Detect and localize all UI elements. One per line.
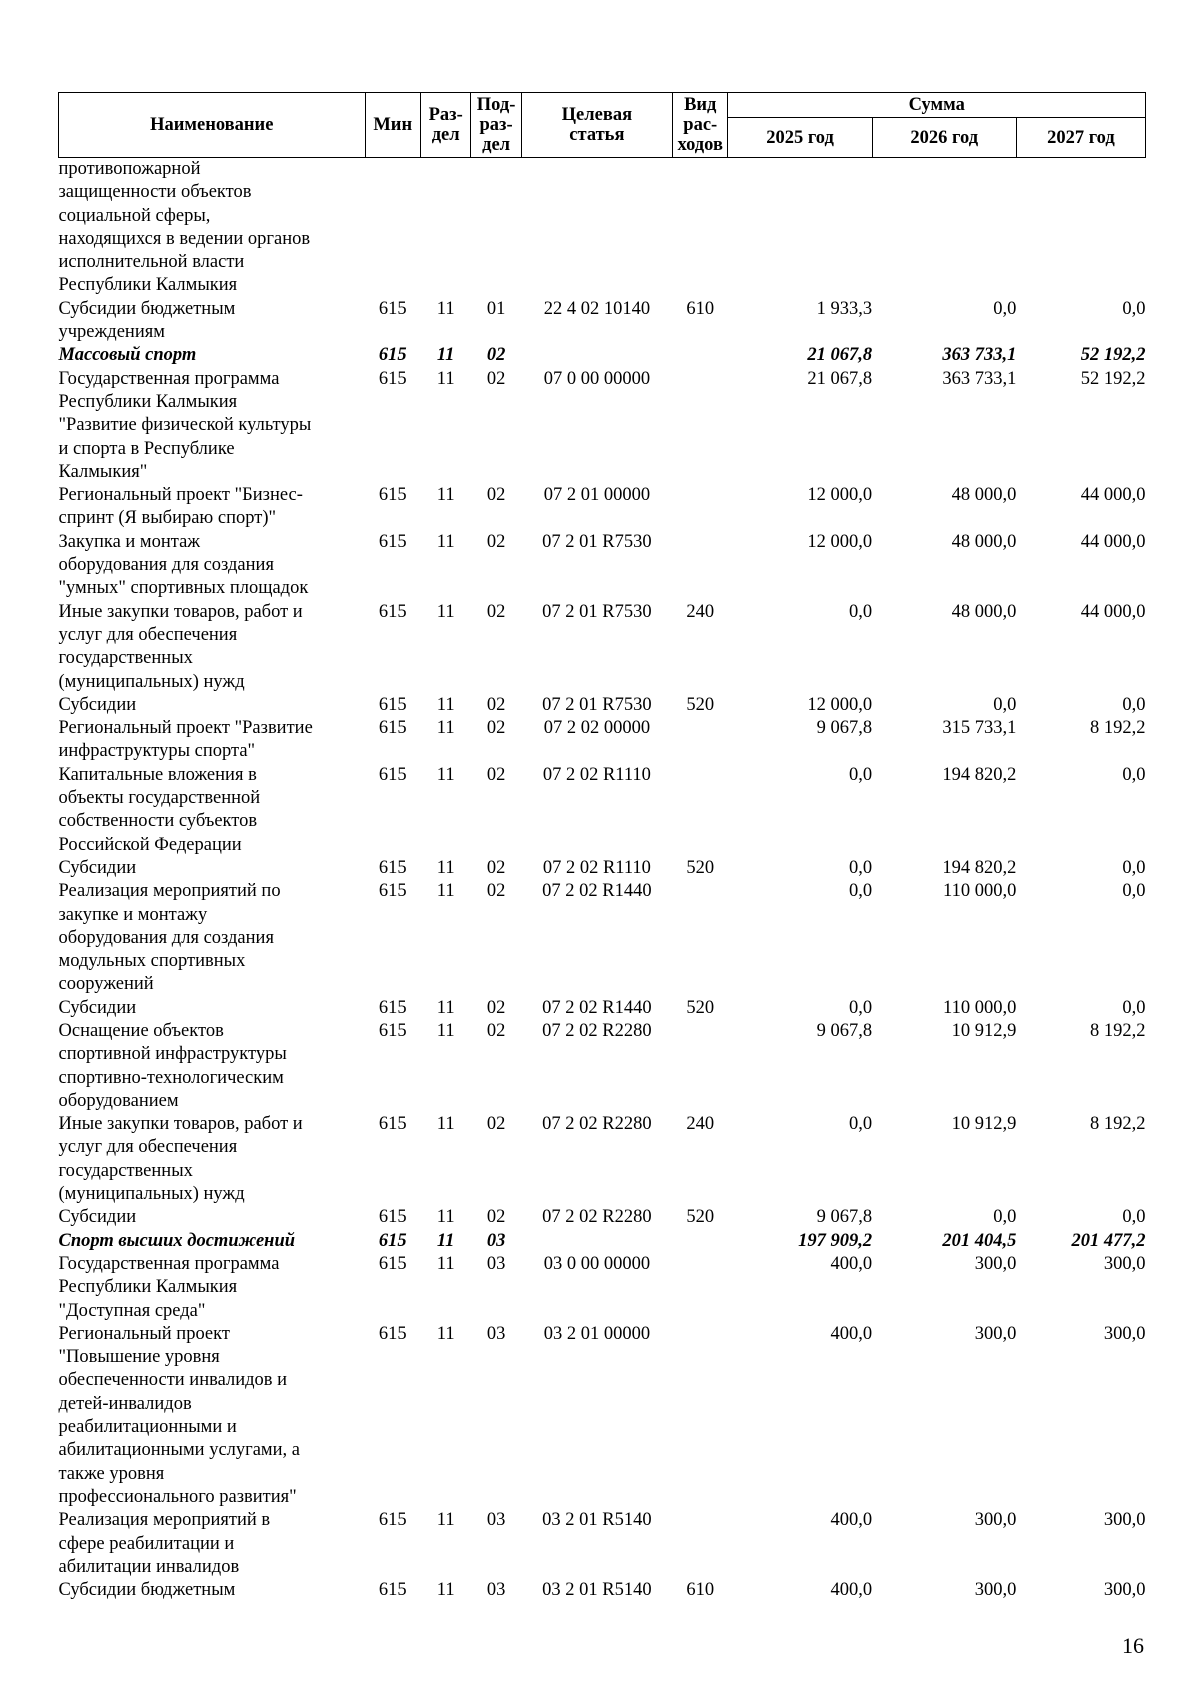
row-sum-2026: 48 000,0 [951,601,1017,622]
row-min-code: 615 [378,601,407,622]
row-min-code: 615 [378,997,407,1018]
row-target-article: 22 4 02 10140 [543,298,651,319]
row-sum-2025: 0,0 [849,857,873,878]
row-target-article: 07 2 02 00000 [543,718,651,739]
row-name: Субсидии [58,997,137,1018]
table-row [59,764,1146,857]
row-podrazdel: 02 [486,1207,506,1228]
row-razdel: 11 [436,485,455,506]
row-razdel: 11 [436,1207,455,1228]
table-row [59,1253,1146,1323]
row-min-code: 615 [378,485,407,506]
row-sum-2026: 110 000,0 [943,881,1017,902]
row-target-article: 07 2 02 R2280 [542,1114,652,1135]
row-sum-2025: 21 067,8 [807,345,873,366]
table-row [59,344,1146,367]
row-name: Субсидии бюджетным учреждениям [58,298,236,343]
row-sum-2025: 400,0 [830,1253,873,1274]
row-expense-type [673,531,728,601]
row-name: Спорт высших достижений [58,1230,296,1251]
row-sum-2027: 300,0 [1103,1253,1146,1274]
row-sum-2026: 194 820,2 [942,764,1017,785]
row-sum-2025: 400,0 [830,1580,873,1601]
row-podrazdel: 02 [486,857,506,878]
row-target-article: 03 2 01 R5140 [542,1580,652,1601]
row-sum-2025: 12 000,0 [807,694,873,715]
row-name: Закупка и монтаж оборудования для создания "умных" спортивных площадок [58,531,309,599]
row-sum-2025: 400,0 [830,1510,873,1531]
row-name: Иные закупки товаров, работ и услуг для обеспечения государственных (муниципальных) нужд [58,601,303,692]
row-razdel: 11 [436,1114,455,1135]
row-name: Субсидии бюджетным [58,1580,236,1601]
row-sum-2027: 52 192,2 [1080,345,1146,366]
header-podrazdel: Под- раз- дел [471,93,521,158]
row-sum-2025: 21 067,8 [807,368,873,389]
table-row [59,1323,1146,1509]
row-expense-type [673,1253,728,1323]
row-expense-type [673,1509,728,1579]
row-min-code: 615 [378,881,407,902]
row-min-code: 615 [378,1230,407,1251]
row-name: Субсидии [58,1207,137,1228]
header-target-article: Целевая статья [521,93,672,158]
row-min-code: 615 [378,345,407,366]
row-sum-2026: 0,0 [993,298,1017,319]
table-row [59,880,1146,996]
row-expense-type [673,368,728,484]
row-min-code: 615 [378,1207,407,1228]
row-razdel: 11 [436,601,455,622]
table-row [59,601,1146,694]
row-name: Региональный проект "Бизнес- спринт (Я выбираю спорт)" [58,485,303,529]
row-razdel: 11 [436,881,455,902]
row-target-article [521,158,672,298]
page-number: 16 [1122,1633,1144,1658]
table-row [59,694,1146,717]
header-name: Наименование [59,93,366,158]
row-min-code: 615 [378,694,407,715]
row-sum-2027: 300,0 [1103,1323,1146,1344]
row-sum-2027: 201 477,2 [1071,1230,1146,1251]
row-sum-2025: 12 000,0 [807,485,873,506]
row-sum-2026: 300,0 [974,1510,1017,1531]
table-row [59,1509,1146,1579]
table-row [59,997,1146,1020]
row-target-article: 07 2 02 R1440 [542,997,652,1018]
row-min-code: 615 [378,1253,407,1274]
row-podrazdel: 02 [486,368,506,389]
table-row [59,1113,1146,1206]
row-name: Оснащение объектов спортивной инфраструктуры спортивно-технологическим оборудованием [58,1020,287,1111]
row-sum-2026: 0,0 [993,1207,1017,1228]
row-name: Капитальные вложения в объекты государственной собственности субъектов Российской Федерации [58,764,261,855]
row-target-article: 07 2 01 R7530 [542,531,652,552]
row-sum-2025 [728,158,872,298]
row-expense-type [673,158,728,298]
row-target-article: 03 0 00 00000 [543,1253,651,1274]
row-podrazdel: 02 [486,718,506,739]
row-sum-2026: 201 404,5 [942,1230,1017,1251]
table-row [59,368,1146,484]
row-podrazdel: 03 [486,1510,506,1531]
row-sum-2027: 0,0 [1122,881,1146,902]
row-sum-2027: 0,0 [1122,857,1146,878]
row-expense-type [673,1230,728,1253]
row-sum-2027: 300,0 [1103,1510,1146,1531]
row-expense-type: 520 [686,694,715,715]
row-min-code: 615 [378,1580,407,1601]
row-target-article: 07 2 02 R1110 [542,764,651,785]
table-row [59,298,1146,345]
row-sum-2026: 363 733,1 [942,368,1017,389]
row-name: Субсидии [58,857,137,878]
row-expense-type: 610 [686,1580,715,1601]
row-target-article: 07 2 01 R7530 [542,694,652,715]
row-sum-2025: 9 067,8 [816,718,873,739]
row-name: Государственная программа Республики Калмыкия "Развитие физической культуры и спорта в Республике Калмыкия" [58,368,312,482]
table-row [59,717,1146,764]
row-target-article: 03 2 01 R5140 [542,1510,652,1531]
row-expense-type: 520 [686,857,715,878]
row-sum-2026: 194 820,2 [942,857,1017,878]
row-sum-2025: 400,0 [830,1323,873,1344]
row-sum-2026: 10 912,9 [951,1114,1017,1135]
table-row [59,484,1146,531]
row-name: Массовый спорт [58,345,197,366]
row-razdel: 11 [436,1580,455,1601]
row-sum-2026 [872,158,1016,298]
row-sum-2027: 8 192,2 [1090,718,1146,739]
row-target-article: 07 2 02 R2280 [542,1020,652,1041]
row-expense-type: 520 [686,997,715,1018]
row-sum-2025: 9 067,8 [816,1207,873,1228]
row-min-code: 615 [378,298,407,319]
row-name: Реализация мероприятий в сфере реабилитации и абилитации инвалидов [58,1510,271,1577]
row-sum-2027: 0,0 [1122,298,1146,319]
row-sum-2025: 1 933,3 [816,298,873,319]
table-row [59,1206,1146,1229]
row-sum-2027: 0,0 [1122,694,1146,715]
row-min-code: 615 [378,1020,407,1041]
table-header [59,93,1146,158]
row-expense-type [673,1020,728,1113]
table-row [59,1579,1146,1602]
row-sum-2025: 0,0 [849,764,873,785]
row-sum-2025: 9 067,8 [816,1020,873,1041]
row-sum-2026: 315 733,1 [942,718,1017,739]
row-target-article [521,1230,672,1253]
row-expense-type: 610 [686,298,715,319]
row-min-code: 615 [378,368,407,389]
header-sum: Сумма [728,93,1146,118]
row-podrazdel: 02 [486,531,506,552]
row-razdel: 11 [436,345,455,366]
row-target-article [521,344,672,367]
row-target-article: 03 2 01 00000 [543,1323,651,1344]
row-podrazdel: 03 [486,1323,506,1344]
row-razdel: 11 [436,1230,455,1251]
row-name: Региональный проект "Повышение уровня обеспеченности инвалидов и детей-инвалидов реабилитационными и абилитационными услугами, а также уровня профессионального развития" [58,1323,301,1507]
row-sum-2027: 8 192,2 [1090,1114,1146,1135]
row-expense-type [673,717,728,764]
row-sum-2025: 0,0 [849,1114,873,1135]
row-podrazdel: 02 [486,694,506,715]
row-target-article: 07 0 00 00000 [543,368,651,389]
row-sum-2026: 48 000,0 [951,485,1017,506]
row-razdel: 11 [436,1323,455,1344]
row-sum-2025: 12 000,0 [807,531,873,552]
row-min-code: 615 [378,1114,407,1135]
row-podrazdel [471,158,521,298]
row-name: противопожарной защищенности объектов социальной сферы, находящихся в ведении органов исполнительной власти Республики Калмыкия [58,159,311,296]
table-row [59,158,1146,298]
row-razdel: 11 [436,718,455,739]
row-min-code: 615 [378,531,407,552]
header-min: Мин [365,93,420,158]
row-sum-2026: 300,0 [974,1580,1017,1601]
row-sum-2027: 44 000,0 [1080,485,1146,506]
row-podrazdel: 03 [486,1580,506,1601]
row-podrazdel: 02 [486,997,506,1018]
row-name: Субсидии [58,694,137,715]
row-expense-type [673,764,728,857]
row-target-article: 07 2 02 R1440 [542,881,652,902]
row-razdel: 11 [436,1253,455,1274]
table-body [59,158,1146,1603]
row-sum-2027 [1016,158,1145,298]
row-sum-2025: 0,0 [849,997,873,1018]
row-razdel: 11 [436,1510,455,1531]
row-sum-2025: 0,0 [849,881,873,902]
row-podrazdel: 02 [486,1020,506,1041]
row-expense-type: 240 [686,1114,715,1135]
row-sum-2026: 300,0 [974,1323,1017,1344]
row-sum-2027: 8 192,2 [1090,1020,1146,1041]
row-target-article: 07 2 02 R1110 [542,857,651,878]
row-sum-2027: 0,0 [1122,1207,1146,1228]
header-year-2025: 2025 год [728,118,872,158]
table-row [59,857,1146,880]
row-razdel: 11 [436,997,455,1018]
row-expense-type: 240 [686,601,715,622]
row-podrazdel: 02 [486,601,506,622]
row-podrazdel: 02 [486,485,506,506]
row-min-code: 615 [378,1323,407,1344]
row-expense-type [673,344,728,367]
row-podrazdel: 02 [486,764,506,785]
row-sum-2026: 300,0 [974,1253,1017,1274]
row-razdel: 11 [436,531,455,552]
row-podrazdel: 02 [486,881,506,902]
row-sum-2026: 0,0 [993,694,1017,715]
row-expense-type: 520 [686,1207,715,1228]
budget-table [58,92,1146,1602]
row-sum-2027: 44 000,0 [1080,531,1146,552]
row-target-article: 07 2 01 00000 [543,485,651,506]
header-razdel: Раз- дел [420,93,470,158]
row-podrazdel: 03 [486,1230,506,1251]
row-razdel [420,158,470,298]
row-razdel: 11 [436,857,455,878]
row-sum-2027: 52 192,2 [1080,368,1146,389]
row-podrazdel: 02 [486,1114,506,1135]
row-sum-2026: 48 000,0 [951,531,1017,552]
table-row [59,531,1146,601]
row-expense-type [673,484,728,531]
row-sum-2027: 300,0 [1103,1580,1146,1601]
row-razdel: 11 [436,694,455,715]
table-row [59,1230,1146,1253]
row-name: Иные закупки товаров, работ и услуг для обеспечения государственных (муниципальных) нужд [58,1114,303,1205]
row-sum-2026: 363 733,1 [942,345,1017,366]
table-row [59,1020,1146,1113]
row-sum-2025: 0,0 [849,601,873,622]
row-name: Региональный проект "Развитие инфраструктуры спорта" [58,718,313,762]
row-sum-2027: 44 000,0 [1080,601,1146,622]
row-name: Государственная программа Республики Калмыкия "Доступная среда" [58,1253,280,1321]
row-min-code: 615 [378,1510,407,1531]
row-expense-type [673,880,728,996]
row-min-code: 615 [378,718,407,739]
row-razdel: 11 [436,764,455,785]
row-min-code: 615 [378,857,407,878]
row-name: Реализация мероприятий по закупке и монтажу оборудования для создания модульных спортивных сооружений [58,881,281,995]
row-min-code: 615 [378,764,407,785]
row-sum-2027: 0,0 [1122,997,1146,1018]
row-min-code [365,158,420,298]
row-sum-2026: 10 912,9 [951,1020,1017,1041]
row-razdel: 11 [436,1020,455,1041]
row-podrazdel: 01 [486,298,506,319]
row-target-article: 07 2 02 R2280 [542,1207,652,1228]
header-year-2026: 2026 год [872,118,1016,158]
row-target-article: 07 2 01 R7530 [542,601,652,622]
header-year-2027: 2027 год [1016,118,1145,158]
row-sum-2027: 0,0 [1122,764,1146,785]
row-sum-2026: 110 000,0 [943,997,1017,1018]
row-podrazdel: 02 [486,345,506,366]
row-razdel: 11 [436,298,455,319]
row-podrazdel: 03 [486,1253,506,1274]
header-expense-type: Вид рас- ходов [673,93,728,158]
row-sum-2025: 197 909,2 [798,1230,873,1251]
row-expense-type [673,1323,728,1509]
row-razdel: 11 [436,368,455,389]
